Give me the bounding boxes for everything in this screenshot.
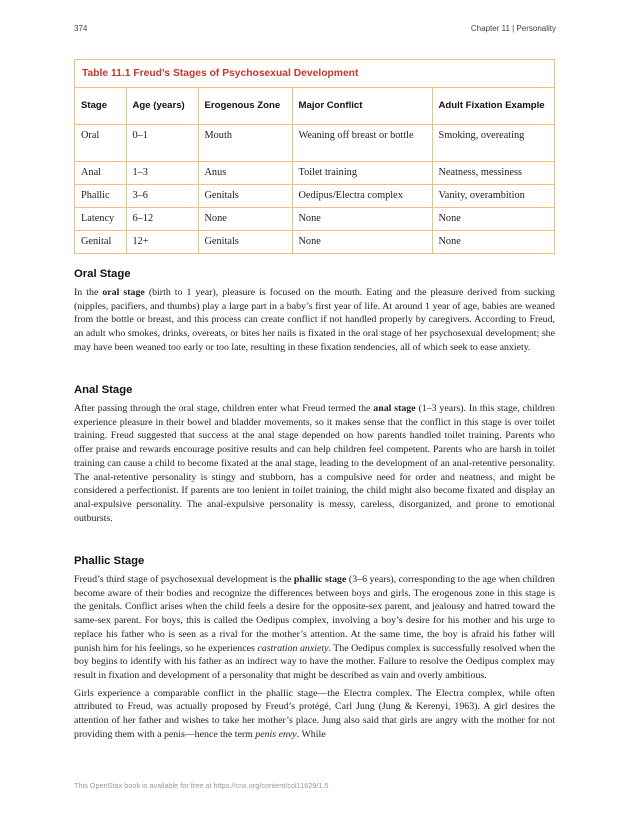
page-number: 374 xyxy=(74,24,88,33)
phallic-stage-section xyxy=(74,555,555,741)
table-title: Table 11.1 Freud’s Stages of Psychosexual Development xyxy=(75,60,554,88)
table-cell: Mouth xyxy=(198,124,292,161)
key-term-italic: penis envy xyxy=(255,728,297,740)
key-term-italic: castration anxiety xyxy=(257,642,329,654)
table-cell: Anal xyxy=(75,161,126,184)
table-cell: Oedipus/Electra complex xyxy=(292,184,432,207)
table-cell: None xyxy=(432,207,554,230)
table-cell: Neatness, messiness xyxy=(432,161,554,184)
table-cell: Weaning off breast or bottle xyxy=(292,124,432,161)
phallic-stage-paragraph-1: Freud’s third stage of psychosexual development is the phallic stage (3–6 years), corresponding to the age when children become aware of their bodies and recognize the differences between boys and girls. The erogenous zone in this stage is the genitals. Conflict arises when the child feels a desire for the opposite-sex parent, and jealousy and hatred toward the same-sex parent. For boys, this is called the Oedipus complex, involving a boy’s desire for his mother and his urge to replace his father who is seen as a rival for the mother’s attention. At the same time, the boy is afraid his father will punish him for his feelings, so he experiences castration anxiety. The Oedipus complex is successfully resolved when the boy begins to identify with his father as an indirect way to have the mother. Failure to resolve the Oedipus complex may result in fixation and development of a personality that might be described as vain and overly ambitious. xyxy=(74,574,555,681)
table-cell: Anus xyxy=(198,161,292,184)
anal-stage-section xyxy=(74,384,555,525)
table-row xyxy=(75,184,554,207)
oral-stage-section xyxy=(74,268,555,355)
key-term: phallic stage xyxy=(293,574,347,585)
table-header-cell: Age (years) xyxy=(126,88,198,124)
table-cell: Genitals xyxy=(198,184,292,207)
table-cell: Genital xyxy=(75,230,126,253)
key-term: oral stage xyxy=(102,287,145,298)
anal-stage-paragraph: After passing through the oral stage, children enter what Freud termed the anal stage (1–3 years). In this stage, children experience pleasure in their bowel and bladder movements, so it makes sense that the conflict in this stage is over toilet training. Freud suggested that success at the anal stage depended on how parents handled toilet training. Parents who offer praise and rewards encourage positive results and can help children feel competent. Parents who are harsh in toilet training can cause a child to become fixated at the anal stage, leading to the development of an anal-retentive personality. The anal-retentive personality is stingy and stubborn, has a compulsive need for order and neatness, and might be considered a perfectionist. If parents are too lenient in toilet training, the child might also become fixated and display an anal-expulsive personality. The anal-expulsive personality is messy, careless, disorganized, and prone to emotional outbursts. xyxy=(74,403,555,524)
table-cell: 3–6 xyxy=(126,184,198,207)
table-cell: Toilet training xyxy=(292,161,432,184)
section-heading: Oral Stage xyxy=(74,268,131,280)
table-header-cell: Adult Fixation Example xyxy=(432,88,554,124)
table-cell: 0–1 xyxy=(126,124,198,161)
table-row xyxy=(75,230,554,253)
table-header-row xyxy=(75,88,554,124)
chapter-title: Chapter 11 | Personality xyxy=(470,24,556,33)
table-cell: None xyxy=(292,230,432,253)
table-cell: Smoking, overeating xyxy=(432,124,554,161)
phallic-stage-paragraph-2: Girls experience a comparable conflict in the phallic stage—the Electra complex. The Electra complex, while often attributed to Freud, was actually proposed by Freud’s protégé, Carl Jung (Jung & Kerenyi, 1963). A girl desires the attention of her father and wishes to take her mother’s place. Jung also said that girls are angry with the mother for not providing them with a penis—hence the term penis envy. While xyxy=(74,687,555,740)
table-cell: Vanity, overambition xyxy=(432,184,554,207)
page-header xyxy=(74,24,556,38)
table-cell: 1–3 xyxy=(126,161,198,184)
table-cell: Latency xyxy=(75,207,126,230)
table-cell: 6–12 xyxy=(126,207,198,230)
table-header-cell: Erogenous Zone xyxy=(198,88,292,124)
table-cell: None xyxy=(292,207,432,230)
table-cell: 12+ xyxy=(126,230,198,253)
oral-stage-paragraph: In the oral stage (birth to 1 year), pleasure is focused on the mouth. Eating and the pleasure derived from sucking (nipples, pacifiers, and thumbs) play a large part in a baby’s first year of life. At around 1 year of age, babies are weaned from the bottle or breast, and this process can create conflict if not handled properly by caregivers. According to Freud, an adult who smokes, drinks, overeats, or bites her nails is fixated in the oral stage of her psychosexual development; she may have been weaned too early or too late, resulting in these fixation tendencies, all of which seek to ease anxiety. xyxy=(74,287,555,353)
table-row xyxy=(75,161,554,184)
page-footer: This OpenStax book is available for free at https://cnx.org/content/col11629/1.5 xyxy=(74,781,329,790)
table-cell: None xyxy=(432,230,554,253)
table-cell: None xyxy=(198,207,292,230)
table-row xyxy=(75,124,554,161)
table-row xyxy=(75,207,554,230)
table-header-cell: Major Conflict xyxy=(292,88,432,124)
stages-table xyxy=(74,59,555,254)
table-cell: Phallic xyxy=(75,184,126,207)
table-header-cell: Stage xyxy=(75,88,126,124)
table-cell: Oral xyxy=(75,124,126,161)
key-term: anal stage xyxy=(373,403,416,414)
section-heading: Anal Stage xyxy=(74,384,133,396)
section-heading: Phallic Stage xyxy=(74,555,145,567)
table-cell: Genitals xyxy=(198,230,292,253)
